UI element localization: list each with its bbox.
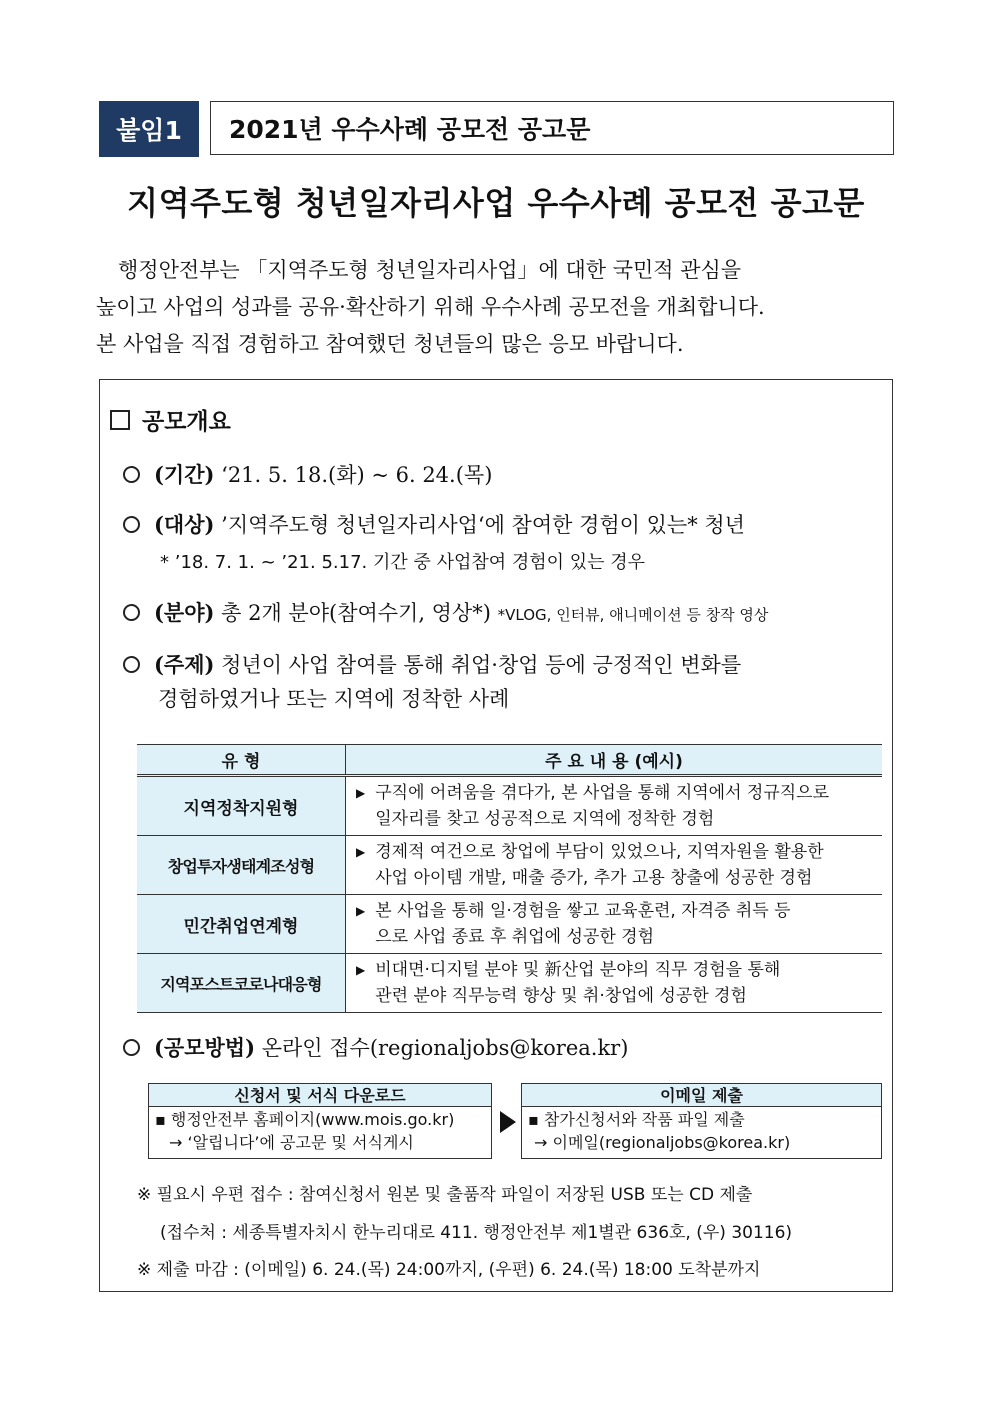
email-line-1: ▪ 참가신청서와 작품 파일 제출 — [528, 1110, 745, 1129]
field-item — [123, 596, 893, 632]
table-row — [137, 895, 882, 954]
header-title-box — [210, 101, 894, 155]
desc-cell — [346, 895, 883, 954]
desc-line-1: 본 사업을 통해 일·경험을 쌓고 교육훈련, 자격증 취득 등 — [375, 901, 791, 921]
table-row — [137, 776, 882, 836]
method-label: (공모방법) — [154, 1035, 256, 1060]
field-note: *VLOG, 인터뷰, 애니메이션 등 창작 영상 — [497, 606, 769, 624]
theme-value-2: 경험하였거나 또는 지역에 정착한 사례 — [158, 687, 510, 711]
triangle-bullet-icon: ▶ — [356, 786, 366, 800]
type-cell: 민간취업연계형 — [137, 895, 346, 954]
arrow-right-icon — [500, 1111, 516, 1133]
method-item — [123, 1031, 893, 1065]
download-line-2: → ‘알립니다’에 공고문 및 서식게시 — [169, 1133, 414, 1152]
email-line-2: → 이메일(regionaljobs@korea.kr) — [534, 1133, 791, 1152]
circle-bullet-icon — [123, 604, 140, 621]
desc-line-1: 경제적 여건으로 창업에 부담이 있었으나, 지역자원을 활용한 — [375, 842, 824, 862]
type-cell: 지역포스트코로나대응형 — [137, 954, 346, 1013]
intro-line-2: 높이고 사업의 성과를 공유·확산하기 위해 우수사례 공모전을 개최합니다. — [96, 295, 765, 319]
circle-bullet-icon — [123, 466, 140, 483]
theme-label: (주제) — [154, 652, 215, 677]
intro-line-1: 행정안전부는 「지역주도형 청년일자리사업」에 대한 국민적 관심을 — [118, 258, 742, 282]
period-item — [123, 458, 893, 492]
table-row — [137, 836, 882, 895]
field-label: (분야) — [154, 600, 215, 625]
desc-line-2: 사업 아이템 개발, 매출 증가, 추가 고용 창출에 성공한 경험 — [375, 868, 813, 888]
theme-item — [123, 648, 893, 716]
download-line-1: ▪ 행정안전부 홈페이지(www.mois.go.kr) — [155, 1110, 455, 1129]
attachment-header — [99, 101, 896, 157]
type-cell: 창업투자생태계조성형 — [137, 836, 346, 895]
download-box-body — [148, 1107, 492, 1159]
section-title: 공모개요 — [142, 409, 231, 435]
desc-cell — [346, 776, 883, 836]
square-bullet-icon — [110, 410, 130, 430]
theme-value-1: 청년이 사업 참여를 통해 취업·창업 등에 긍정적인 변화를 — [221, 653, 742, 677]
desc-line-1: 비대면·디지털 분야 및 新산업 분야의 직무 경험을 통해 — [375, 960, 781, 980]
target-item — [123, 508, 893, 542]
download-box-title: 신청서 및 서식 다운로드 — [148, 1083, 492, 1107]
target-value: ’지역주도형 청년일자리사업‘에 참여한 경험이 있는* 청년 — [221, 513, 745, 537]
desc-cell — [346, 954, 883, 1013]
section-heading — [110, 403, 231, 436]
circle-bullet-icon — [123, 1039, 140, 1056]
table-header-type: 유 형 — [137, 745, 346, 776]
period-label: (기간) — [154, 462, 215, 487]
attachment-tag: 붙임1 — [99, 101, 199, 157]
type-cell: 지역정착지원형 — [137, 776, 346, 836]
table-row — [137, 954, 882, 1013]
intro-paragraph — [96, 252, 896, 363]
triangle-bullet-icon: ▶ — [356, 845, 366, 859]
field-value: 총 2개 분야(참여수기, 영상*) — [221, 601, 491, 625]
period-value: ‘21. 5. 18.(화) ~ 6. 24.(목) — [221, 463, 493, 487]
postal-note: ※ 필요시 우편 접수 : 참여신청서 원본 및 출품작 파일이 저장된 USB 또는 CD 제출 — [137, 1185, 753, 1205]
desc-line-2: 으로 사업 종료 후 취업에 성공한 경험 — [375, 927, 654, 947]
table-header-content: 주 요 내 용 (예시) — [346, 745, 883, 776]
circle-bullet-icon — [123, 516, 140, 533]
desc-cell — [346, 836, 883, 895]
desc-line-2: 일자리를 찾고 성공적으로 지역에 정착한 경험 — [375, 809, 715, 829]
email-box-body — [521, 1107, 882, 1159]
postal-address-note: (접수처 : 세종특별자치시 한누리대로 411. 행정안전부 제1별관 636호, (우) 30116) — [160, 1223, 793, 1243]
triangle-bullet-icon: ▶ — [356, 963, 366, 977]
desc-line-1: 구직에 어려움을 겪다가, 본 사업을 통해 지역에서 정규직으로 — [375, 783, 830, 803]
type-table — [137, 744, 882, 1013]
method-value: 온라인 접수(regionaljobs@korea.kr) — [261, 1036, 629, 1060]
circle-bullet-icon — [123, 656, 140, 673]
triangle-bullet-icon: ▶ — [356, 904, 366, 918]
target-note: * ’18. 7. 1. ~ ’21. 5.17. 기간 중 사업참여 경험이 있는 경우 — [160, 552, 646, 573]
page-title: 지역주도형 청년일자리사업 우수사례 공모전 공고문 — [127, 184, 865, 222]
desc-line-2: 관련 분야 직무능력 향상 및 취·창업에 성공한 경험 — [375, 986, 747, 1006]
deadline-note: ※ 제출 마감 : (이메일) 6. 24.(목) 24:00까지, (우편) 6. 24.(목) 18:00 도착분까지 — [137, 1260, 761, 1280]
email-box-title: 이메일 제출 — [521, 1083, 882, 1107]
header-title: 2021년 우수사례 공모전 공고문 — [229, 115, 591, 144]
target-label: (대상) — [154, 512, 215, 537]
intro-line-3: 본 사업을 직접 경험하고 참여했던 청년들의 많은 응모 바랍니다. — [96, 332, 684, 356]
